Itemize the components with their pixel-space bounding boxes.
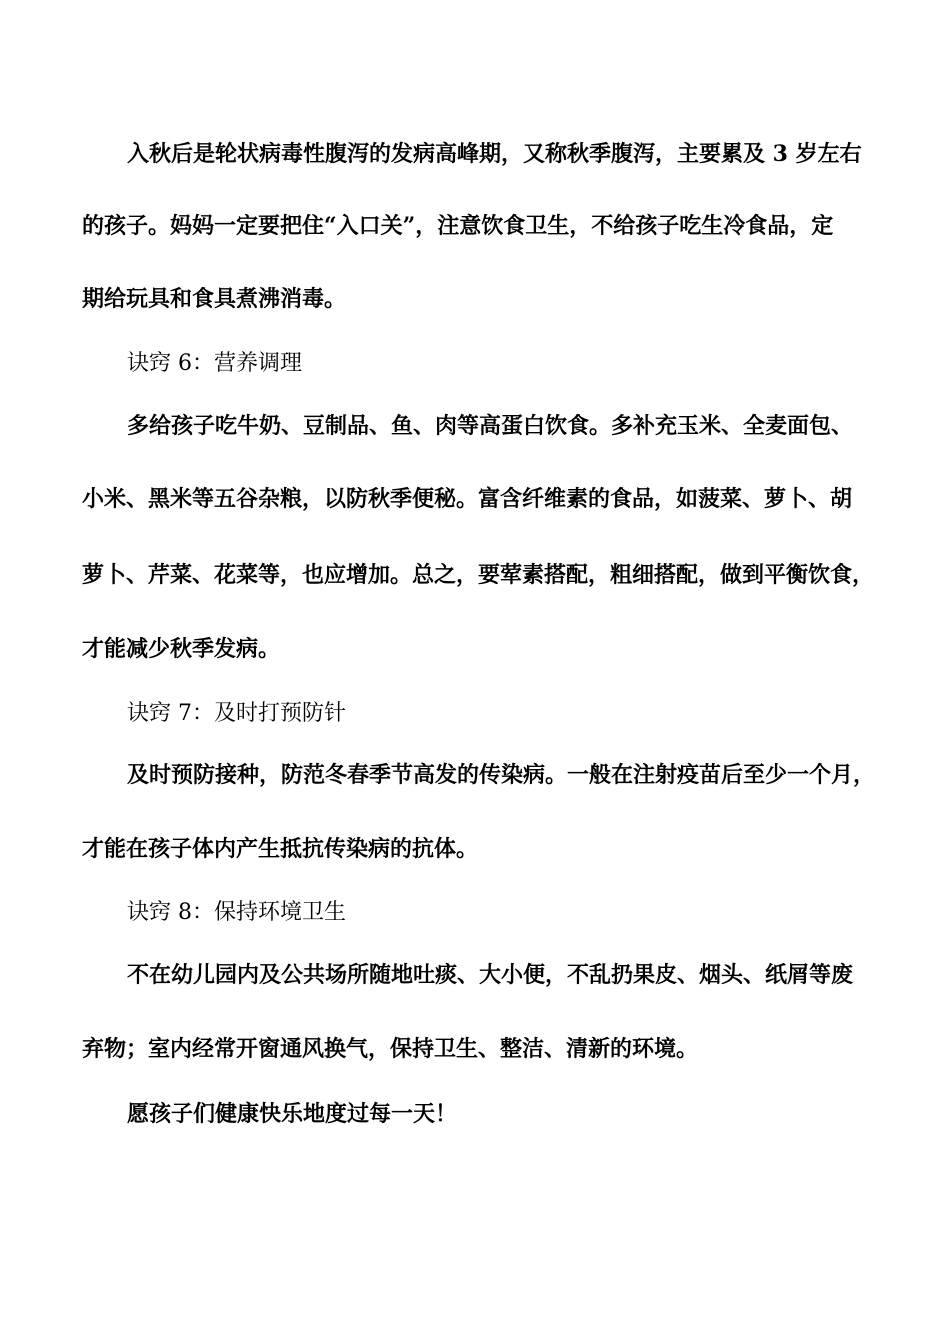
paragraph-1-line-1: 入秋后是轮状病毒性腹泻的发病高峰期，又称秋季腹泻，主要累及 3 岁左右	[127, 141, 862, 167]
heading-tip-6: 诀窍 6：营养调理	[127, 351, 302, 376]
paragraph-8-line-2: 弃物；室内经常开窗通风换气，保持卫生、整洁、清新的环境。	[82, 1036, 699, 1062]
paragraph-7-line-1: 及时预防接种，防范冬春季节高发的传染病。一般在注射疫苗后至少一个月，	[127, 762, 876, 788]
paragraph-8-line-1: 不在幼儿园内及公共场所随地吐痰、大小便，不乱扔果皮、烟头、纸屑等废	[127, 962, 854, 988]
paragraph-1-line-2: 的孩子。妈妈一定要把住“入口关”，注意饮食卫生，不给孩子吃生冷食品，定	[82, 213, 834, 239]
heading-tip-8: 诀窍 8：保持环境卫生	[127, 900, 346, 925]
paragraph-6-line-1: 多给孩子吃牛奶、豆制品、鱼、肉等高蛋白饮食。多补充玉米、全麦面包、	[127, 413, 854, 439]
paragraph-7-line-2: 才能在孩子体内产生抵抗传染病的抗体。	[82, 836, 479, 862]
closing-line: 愿孩子们健康快乐地度过每一天！	[127, 1101, 458, 1127]
paragraph-6-line-2: 小米、黑米等五谷杂粮，以防秋季便秘。富含纤维素的食品，如菠菜、萝卜、胡	[82, 486, 853, 512]
paragraph-1-line-3: 期给玩具和食具煮沸消毒。	[82, 286, 347, 312]
paragraph-6-line-4: 才能减少秋季发病。	[82, 636, 281, 662]
heading-tip-7: 诀窍 7：及时打预防针	[127, 701, 346, 726]
paragraph-6-line-3: 萝卜、芹菜、花菜等，也应增加。总之，要荤素搭配，粗细搭配，做到平衡饮食，	[82, 562, 875, 588]
